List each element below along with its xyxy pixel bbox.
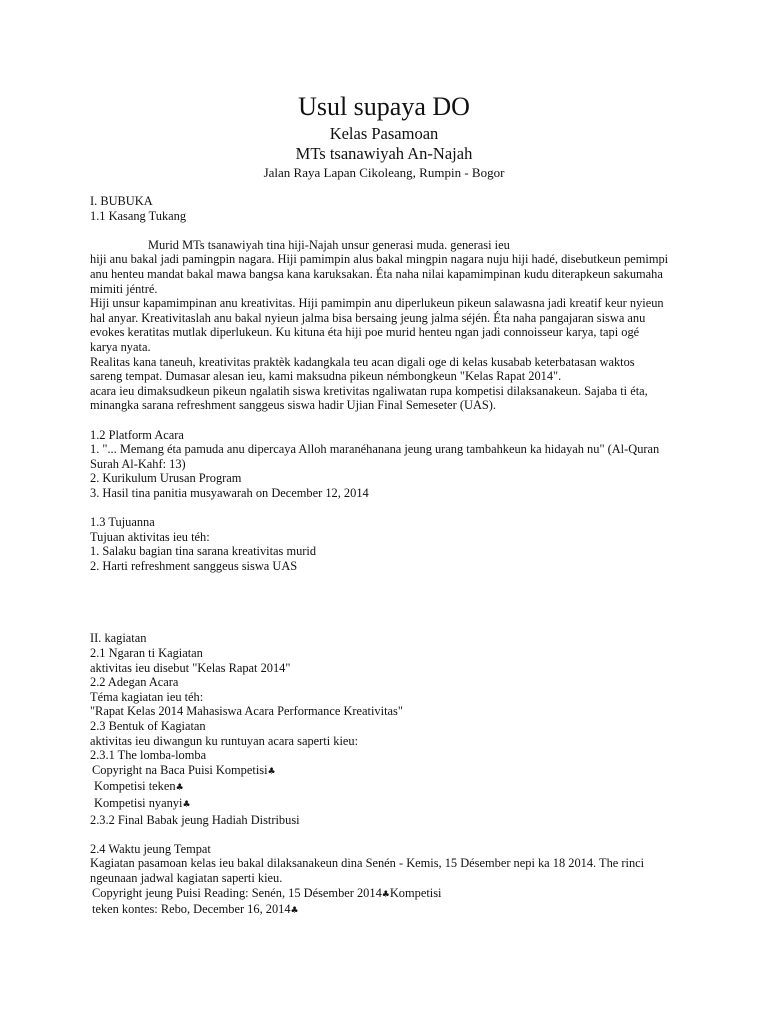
- list-item: Tujuan aktivitas ieu téh:: [90, 529, 210, 544]
- club-icon: ♣: [290, 906, 299, 917]
- paragraph-line: Kagiatan pasamoan kelas ieu bakal dilaksanakeun dina Senén - Kemis, 15 Désember nepi ka 18 2014. The rinci: [90, 856, 645, 871]
- competition-label: Kompetisi nyanyi: [94, 795, 183, 810]
- list-item: Surah Al-Kahf: 13): [90, 456, 186, 471]
- paragraph-line: mimiti jéntré.: [90, 281, 158, 296]
- section-2-3-2-heading: 2.3.2 Final Babak jeung Hadiah Distribusi: [90, 812, 300, 827]
- paragraph-line: Murid MTs tsanawiyah tina hiji-Najah unsur generasi muda. generasi ieu: [148, 237, 510, 252]
- document-subtitle-class: Kelas Pasamoan: [329, 124, 439, 143]
- document-address: Jalan Raya Lapan Cikoleang, Rumpin - Bogor: [263, 165, 505, 180]
- section-1-1-heading: 1.1 Kasang Tukang: [90, 208, 187, 223]
- club-icon: ♣: [381, 889, 390, 900]
- document-body: [90, 194, 710, 919]
- list-item: [90, 796, 710, 813]
- document-subtitle-school: MTs tsanawiyah An-Najah: [295, 144, 473, 163]
- paragraph-line: ngeunaan jadwal kagiatan saperti kieu.: [90, 870, 283, 885]
- list-item: 3. Hasil tina panitia musyawarah on December 12, 2014: [90, 485, 369, 500]
- club-icon: ♣: [267, 766, 276, 777]
- paragraph-line: "Rapat Kelas 2014 Mahasiswa Acara Performance Kreativitas": [90, 704, 403, 719]
- paragraph-line: minangka sarana refreshment sanggeus siswa hadir Ujian Final Semeseter (UAS).: [90, 398, 497, 413]
- schedule-line: [90, 886, 710, 903]
- paragraph-line: Realitas kana taneuh, kreativitas praktèk kadangkala teu acan digali oge di kelas kusabab keterbatasan waktos: [90, 354, 635, 369]
- section-2-1-heading: 2.1 Ngaran ti Kagiatan: [90, 646, 203, 661]
- section-1-3-heading: 1.3 Tujuanna: [90, 515, 155, 530]
- section-2-3-heading: 2.3 Bentuk of Kagiatan: [90, 719, 206, 733]
- list-item: 1. Salaku bagian tina sarana kreativitas murid: [90, 544, 317, 559]
- paragraph-line: sareng tempat. Dumasar alesan ieu, kami maksudna pikeun némbongkeun "Kelas Rapat 2014".: [90, 369, 562, 384]
- schedule-text: Kompetisi: [389, 885, 442, 900]
- paragraph-line: evokes keratitas mutlak diperlukeun. Ku kituna éta hiji poe murid henteu ngan jadi connoisseur karya, tapi ogé: [90, 325, 640, 340]
- club-icon: ♣: [175, 783, 184, 794]
- paragraph-line: Téma kagiatan ieu téh:: [90, 689, 204, 704]
- schedule-text: teken kontes: Rebo, December 16, 2014: [92, 902, 291, 917]
- paragraph-line: hiji anu bakal jadi pamingpin nagara. Hiji pamimpin alus bakal mingpin nagara nuju hiji hadé, disebutkeun pemimpi: [90, 252, 669, 267]
- paragraph-line: anu henteu mandat bakal mawa bangsa kana karuksakan. Éta naha nilai kapamimpinan kudu diterapkeun sakumaha: [90, 266, 663, 281]
- competition-label: Kompetisi teken: [94, 779, 176, 794]
- section-2-4-heading: 2.4 Waktu jeung Tempat: [90, 841, 211, 856]
- section-2-heading: II. kagiatan: [90, 631, 147, 646]
- paragraph-line: aktivitas ieu disebut "Kelas Rapat 2014": [90, 660, 291, 675]
- schedule-line: [90, 902, 710, 919]
- paragraph-line: acara ieu dimaksudkeun pikeun ngalatih siswa kretivitas ngaliwatan rupa kompetisi dilaksanakeun. Sajaba ti éta,: [90, 383, 648, 398]
- paragraph-line: hal anyar. Kreativitaslah anu bakal nyieun jalma bisa bersaing jeung jalma séjén. Éta naha pangajaran siswa anu: [90, 310, 646, 325]
- list-item: [90, 763, 710, 780]
- paragraph-line: karya nyata.: [90, 339, 151, 354]
- list-item: 2. Kurikulum Urusan Program: [90, 471, 242, 486]
- section-1-heading: I. BUBUKA: [90, 194, 153, 208]
- paragraph-line: Hiji unsur kapamimpinan anu kreativitas. Hiji pamimpin anu diperlukeun pikeun salawasna jadi kreatif keur nyieun: [90, 296, 664, 311]
- document-title: Usul supaya DO: [298, 92, 470, 121]
- competition-label: Copyright na Baca Puisi Kompetisi: [92, 762, 268, 777]
- section-2-2-heading: 2.2 Adegan Acara: [90, 675, 179, 690]
- list-item: 1. "... Memang éta pamuda anu dipercaya Alloh maranéhanana jeung urang tambahkeun ka hidayah nu" (Al-Quran: [90, 442, 660, 457]
- paragraph-line: aktivitas ieu diwangun ku runtuyan acara saperti kieu:: [90, 733, 359, 748]
- schedule-text: Copyright jeung Puisi Reading: Senén, 15 Désember 2014: [92, 885, 382, 900]
- club-icon: ♣: [182, 799, 191, 810]
- section-2-3-1-heading: 2.3.1 The lomba-lomba: [90, 748, 207, 763]
- section-1-2-heading: 1.2 Platform Acara: [90, 427, 184, 442]
- list-item: [90, 779, 710, 796]
- list-item: 2. Harti refreshment sanggeus siswa UAS: [90, 558, 298, 573]
